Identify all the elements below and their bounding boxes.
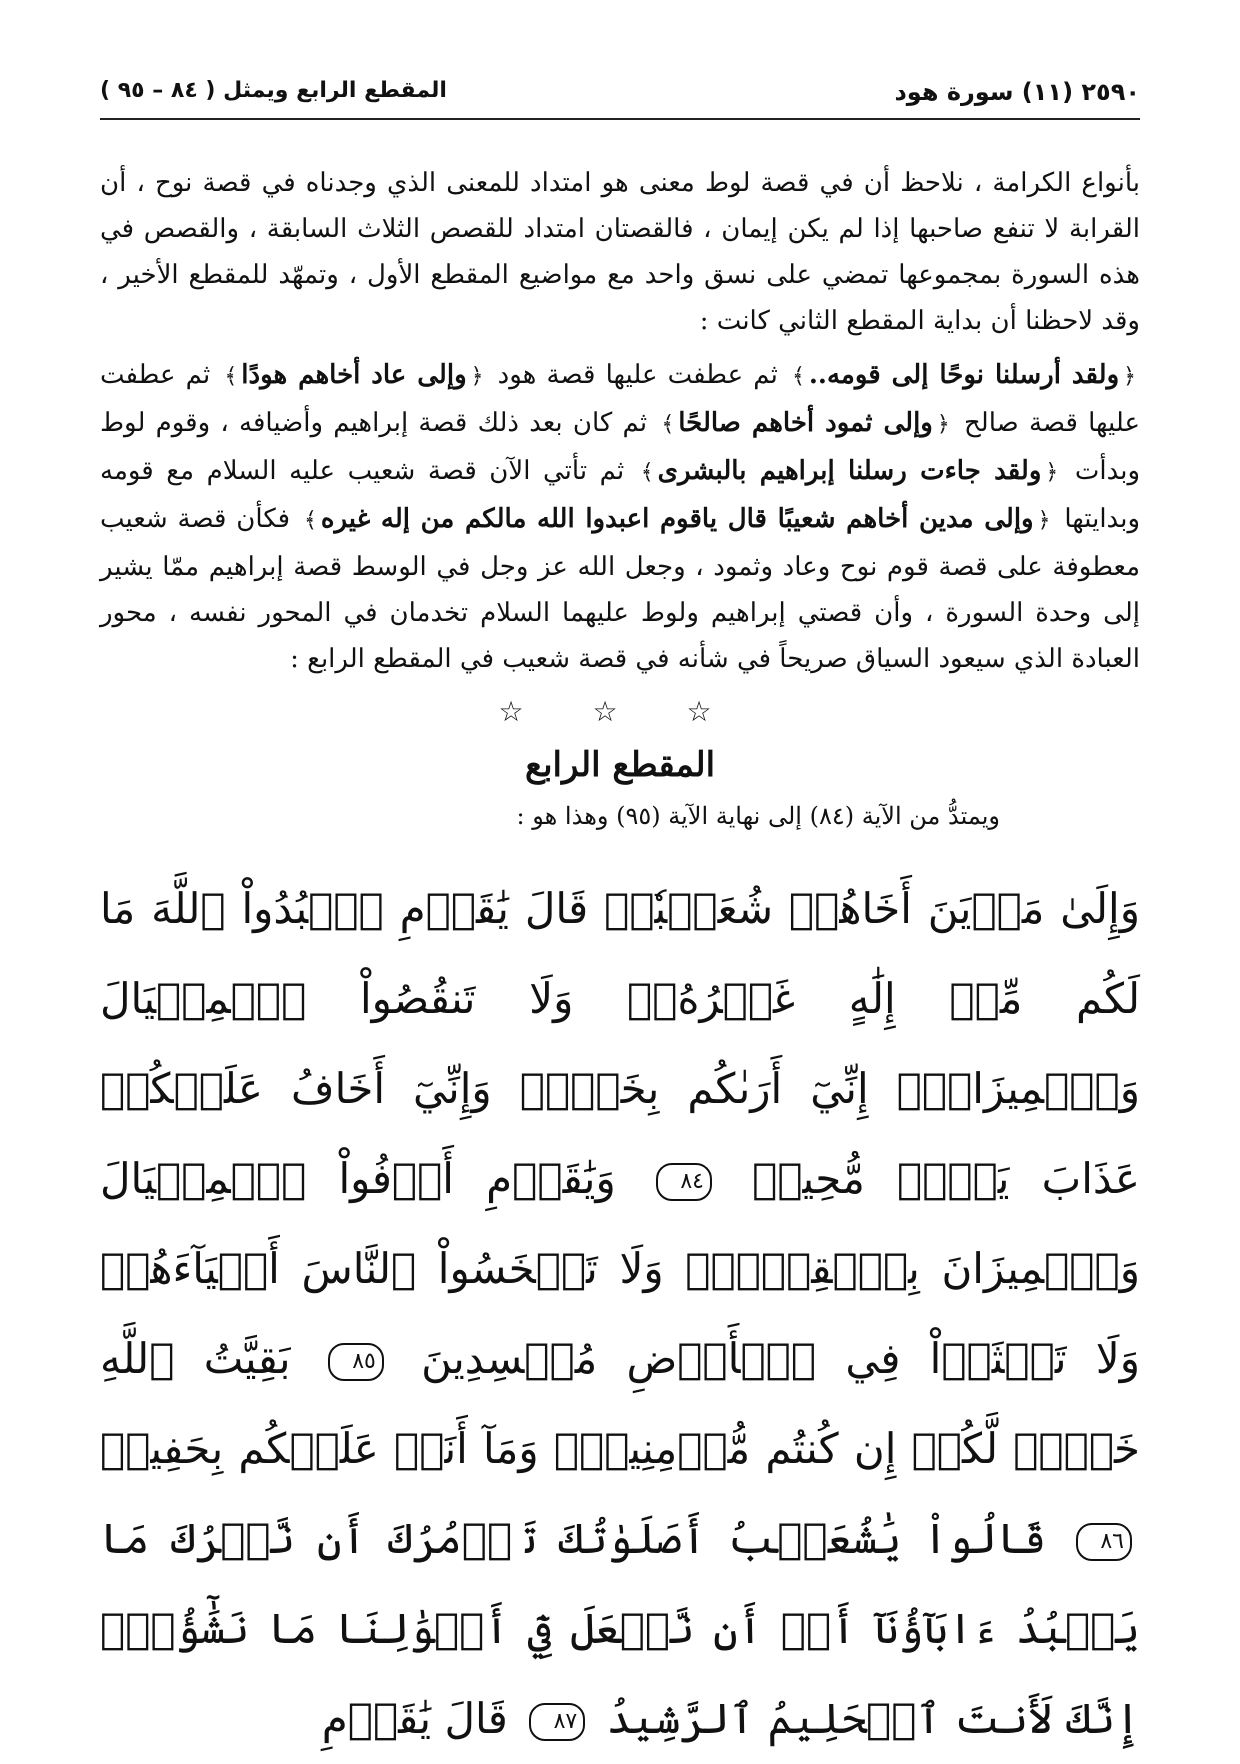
- quran-bracket-open: ﴿: [1045, 460, 1059, 485]
- ayah-number-marker: ٨٦: [1076, 1523, 1132, 1561]
- quran-verse: قَالُواْ يَٰشُعَيۡبُ أَصَلَوٰتُكَ تَأۡمُرُكَ أَن نَّتۡرُكَ مَا يَعۡبُدُ ءَابَآؤُنَآ أَوۡ أَن نَّفۡعَلَ فِيٓ أَمۡوَٰلِنَا مَا نَشَٰٓؤُاْۖ إِنَّكَ لَأَنتَ ٱلۡحَلِيمُ ٱلرَّشِيدُ: [100, 1514, 1140, 1743]
- section-separator-stars: ☆ ☆ ☆: [498, 695, 742, 728]
- intro-paragraph: بأنواع الكرامة ، نلاحظ أن في قصة لوط معنى هو امتداد للمعنى الذي وجدناه في قصة نوح ، أن القرابة لا تنفع صاحبها إذا لم يكن إيمان ، فالقصتان امتداد للقصص الثلاث السابقة ، والقصص في هذه السورة بمجموعها تمضي على نسق واحد مع مواضيع المقطع الأول ، وتمهّد للمقطع الأخير ، وقد لاحظنا أن بداية المقطع الثاني كانت :: [100, 168, 1140, 336]
- quran-text-block: [100, 864, 1140, 1764]
- quote-paragraph: [100, 352, 1140, 682]
- section-title: المقطع الرابع: [524, 745, 716, 785]
- header-divider: [100, 118, 1140, 120]
- quoted-verse: وإلى عاد أخاهم هودًا: [241, 360, 467, 390]
- quran-bracket-close: ﴾: [640, 460, 654, 485]
- commentary-text: فكأن قصة شعيب معطوفة على قصة قوم نوح وعاد وثمود ، وجعل الله عز وجل في الوسط قصة إبراهيم ممّا يشير إلى وحدة السورة ، وأن قصتي إبراهيم ولوط عليهما السلام تخدمان في المحور نفسه ، محور العبادة الذي سيعود السياق صريحاً في شأنه في قصة شعيب في المقطع الرابع :: [100, 504, 1140, 674]
- ayah-number-marker: ٨٤: [656, 1163, 712, 1201]
- quran-verse: وَإِلَىٰ مَدۡيَنَ أَخَاهُمۡ شُعَيۡبٗاۚ قَالَ يَٰقَوۡمِ ٱعۡبُدُواْ ٱللَّهَ مَا لَكُم مِّنۡ إِلَٰهٍ غَيۡرُهُۥۖ وَلَا تَنقُصُواْ ٱلۡمِكۡيَالَ وَٱلۡمِيزَانَۖ إِنِّيٓ أَرَىٰكُم بِخَيۡرٖ وَإِنِّيٓ أَخَافُ عَلَيۡكُمۡ عَذَابَ يَوۡمٖ مُّحِيطٖ: [100, 884, 1140, 1203]
- quoted-verse: ولقد أرسلنا نوحًا إلى قومه..: [808, 360, 1120, 390]
- commentary-text: ثم تأتي الآن قصة شعيب عليه السلام مع قومه وبدايتها: [100, 456, 1140, 534]
- quran-bracket-open: ﴿: [470, 364, 484, 389]
- commentary-text: ثم عطفت عليها قصة هود: [497, 360, 778, 390]
- quran-bracket-close: ﴾: [303, 508, 317, 533]
- quran-bracket-open: ﴿: [936, 412, 950, 437]
- quoted-verse: ولقد جاءت رسلنا إبراهيم بالبشرى: [657, 456, 1042, 486]
- page-number-and-surah: ٢٥٩٠ (١١) سورة هود: [894, 78, 1140, 106]
- quran-verse: وَيَٰقَوۡمِ أَوۡفُواْ ٱلۡمِكۡيَالَ وَٱلۡمِيزَانَ بِٱلۡقِسۡطِۖ وَلَا تَبۡخَسُواْ ٱلنَّاسَ أَشۡيَآءَهُمۡ وَلَا تَعۡثَوۡاْ فِي ٱلۡأَرۡضِ مُفۡسِدِينَ: [100, 1154, 1141, 1383]
- ayah-number-marker: ٨٥: [328, 1343, 384, 1381]
- quran-bracket-open: ﴿: [1123, 364, 1137, 389]
- quran-verse: قَالَ يَٰقَوۡمِ: [321, 1694, 508, 1743]
- commentary-text: ثم كان بعد ذلك قصة إبراهيم وأضيافه ، وقوم لوط وبدأت: [100, 408, 1141, 486]
- section-range-text: ويمتدُّ من الآية (٨٤) إلى نهاية الآية (٩٥) وهذا هو :: [516, 802, 1000, 830]
- section-range-header: المقطع الرابع ويمثل ( ٨٤ – ٩٥ ): [100, 78, 447, 103]
- quran-verse: بَقِيَّتُ ٱللَّهِ خَيۡرٞ لَّكُمۡ إِن كُنتُم مُّؤۡمِنِينَۚ وَمَآ أَنَا۠ عَلَيۡكُم بِحَفِيظٖ: [100, 1334, 1140, 1473]
- quoted-verse: وإلى مدين أخاهم شعيبًا قال ياقوم اعبدوا الله مالكم من إله غيره: [320, 504, 1034, 534]
- quoted-verse: وإلى ثمود أخاهم صالحًا: [678, 408, 933, 438]
- commentary-text: ثم عطفت عليها قصة صالح: [100, 360, 1141, 438]
- quran-bracket-close: ﴾: [224, 364, 238, 389]
- quran-bracket-close: ﴾: [661, 412, 675, 437]
- quran-bracket-close: ﴾: [791, 364, 805, 389]
- ayah-number-marker: ٨٧: [529, 1703, 585, 1741]
- quran-bracket-open: ﴿: [1037, 508, 1051, 533]
- running-header: [100, 72, 1140, 112]
- page-body: [100, 160, 1140, 1764]
